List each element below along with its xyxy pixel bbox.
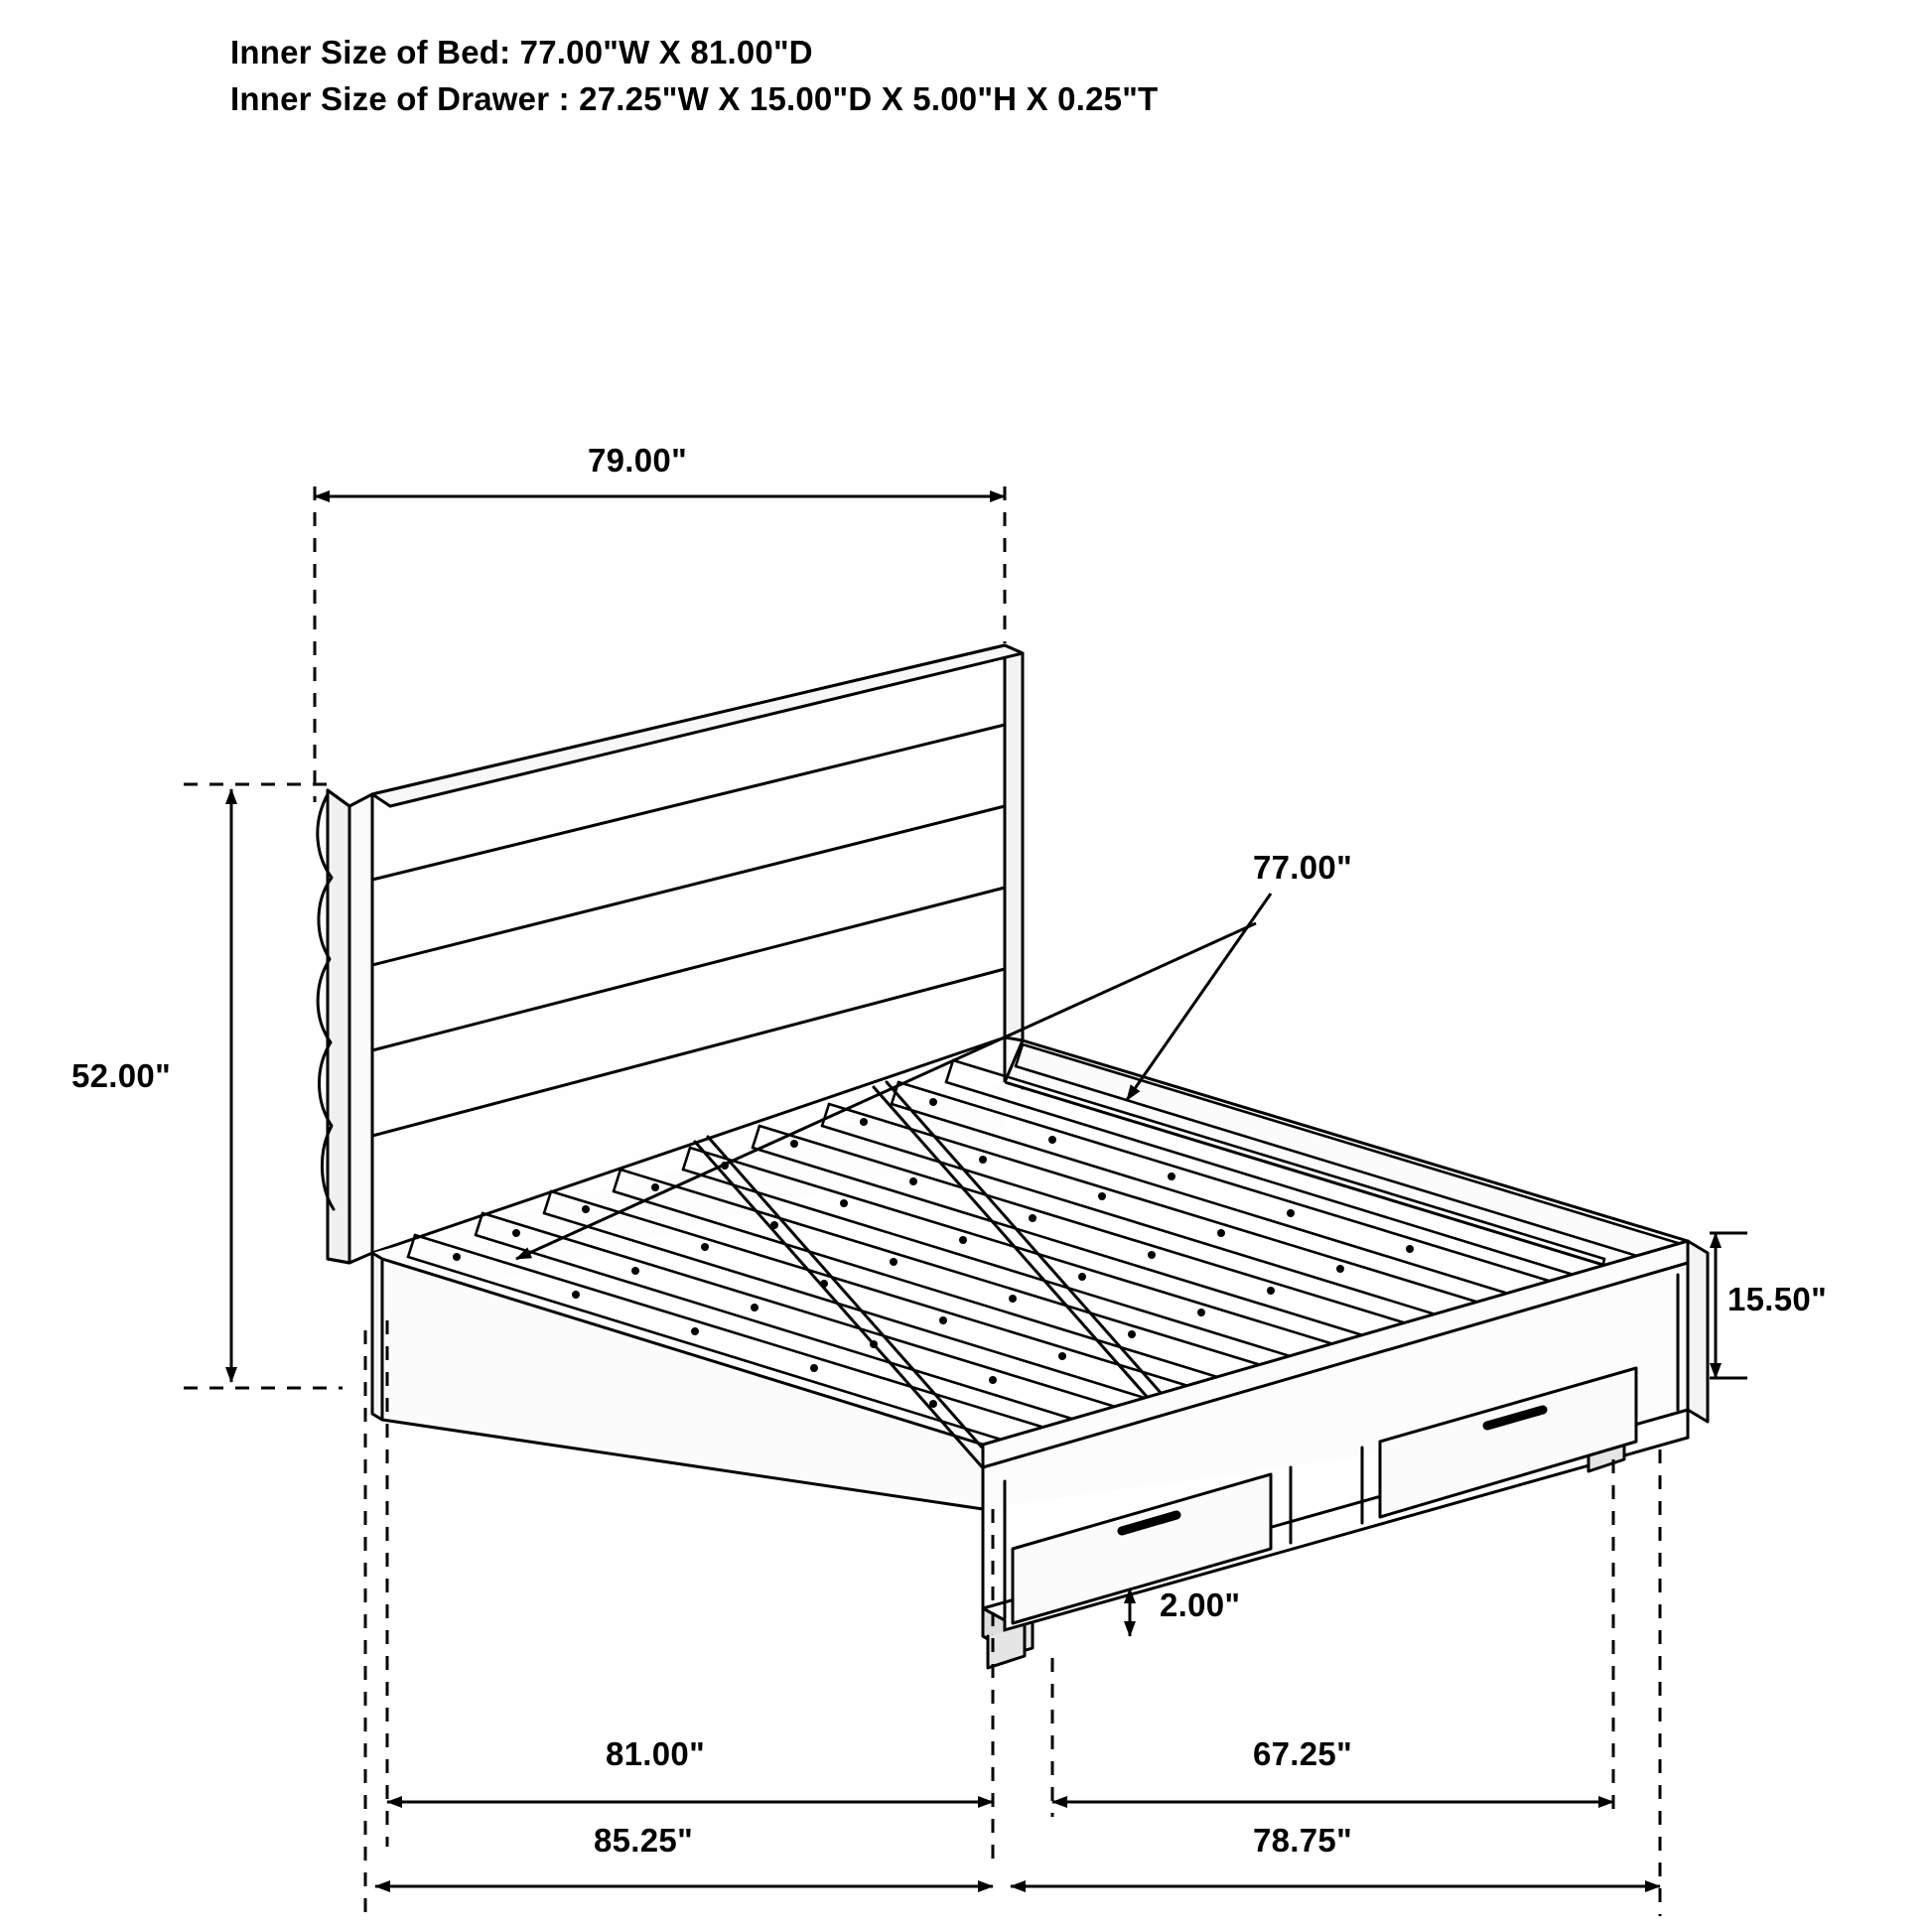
dimension-label-top-width: 79.00" <box>588 442 688 479</box>
dimension-label-overall-side: 78.75" <box>1253 1822 1353 1859</box>
dimension-label-rail-height: 15.50" <box>1727 1281 1828 1317</box>
dimension-label-overall-depth: 85.25" <box>594 1822 694 1859</box>
note-drawer-inner-size: Inner Size of Drawer : 27.25"W X 15.00"D X 5.00"H X 0.25"T <box>230 79 1159 117</box>
dimension-label-drawer-side: 67.25" <box>1253 1735 1353 1772</box>
note-bed-inner-size: Inner Size of Bed: 77.00"W X 81.00"D <box>230 34 813 70</box>
bed-geometry <box>318 645 1708 1668</box>
dimension-label-headboard-height: 52.00" <box>71 1057 172 1094</box>
dimension-label-inner-width: 77.00" <box>1253 849 1353 886</box>
dimension-label-clearance: 2.00" <box>1160 1587 1241 1623</box>
dimension-label-deck-depth: 81.00" <box>606 1735 706 1772</box>
